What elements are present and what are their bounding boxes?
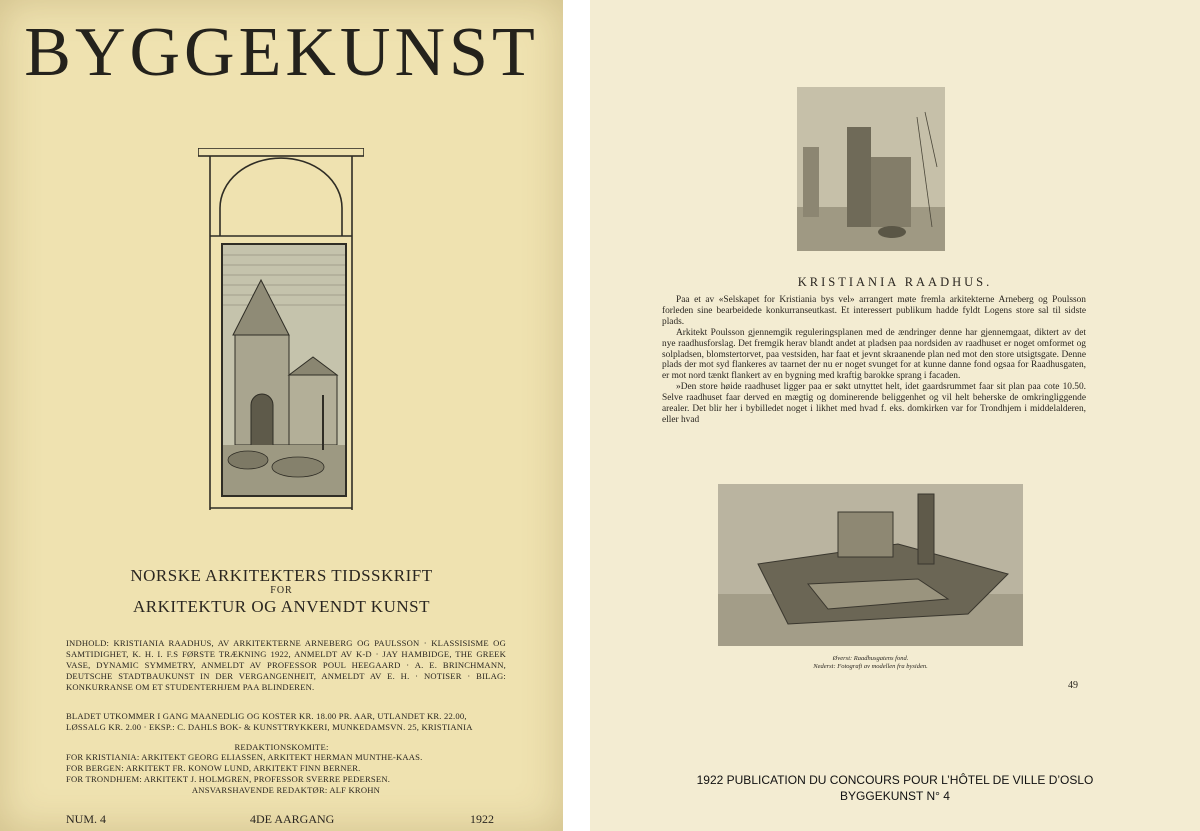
model-photo [718,484,1023,646]
subtitle-line-2: FOR [270,585,293,596]
publication-note-line-2: BYGGEKUNST N° 4 [840,789,950,803]
article-paragraph-1: Paa et av «Selskapet for Kristiania bys vel» arrangert møte fremla arkitekterne Arneberg og Poulsson forleden sine bearbeidede konkurranseutkast. Et interessert publikum hadde fyldt Logens store sal til sidste plads. [662,295,1086,327]
committee-heading: REDAKTIONSKOMITE: [234,742,329,752]
subtitle-line-1: NORSKE ARKITEKTERS TIDSSKRIFT [130,566,433,585]
issue-number: NUM. 4 [66,812,107,826]
subtitle-line-3: ARKITEKTUR OG ANVENDT KUNST [133,597,430,616]
committee-line-1: FOR KRISTIANIA: ARKITEKT GEORG ELIASSEN, ARKITEKT HERMAN MUNTHE-KAAS. [66,752,423,762]
magazine-cover [0,0,563,831]
masthead: BYGGEKUNST [24,14,539,91]
committee-line-4: ANSVARSHAVENDE REDAKTØR: ALF KROHN [191,785,381,795]
committee-list [66,752,506,796]
caption-line-1: Øverst: Raadhusgatens fond. [832,655,909,662]
tower-street-image-icon [797,87,945,251]
subscription-info [66,711,506,733]
committee-line-3: FOR TRONDHJEM: ARKITEKT J. HOLMGREN, PROFESSOR SVERRE PEDERSEN. [66,774,391,784]
photo-caption [718,655,1023,671]
contents-text: INDHOLD: KRISTIANIA RAADHUS, AV ARKITEKTERNE ARNEBERG OG PAULSSON · KLASSISISME OG SAMTIDIGHET, K. H. I. F.S FØRSTE TRÆKNING 1922, ANMELDT AV K-D · JAY HAMBIDGE, THE GREEK VASE, DYNAMIC SYMMETRY, ANMELDT AV PROFESSOR POUL HEEGAARD · A. E. BRINCHMANN, DEUTSCHE STADTBAUKUNST IN DER VERGANGENHEIT, ANMELDT AV E. H. · NOTISER · BILAG: KONKURRANSE OM ET STUDENTERHJEM PAA BLINDEREN. [66,638,506,692]
subscription-line-1: BLADET UTKOMMER I GANG MAANEDLIG OG KOSTER KR. 18.00 PR. AAR, UTLANDET KR. 22.00, [66,711,467,721]
article-body [662,295,1086,426]
article-paragraph-2: Arkitekt Poulsson gjennemgik reguleringsplanen med de ændringer denne har gjennemgaat, diktert av det nye raadhusforslag. Det fremgik herav blandt andet at pladsen paa nordsiden av raadhuset er noget omformet og solpladsen, blomstertorvet, paa vestsiden, har faat et jevnt skraanende plan ned mot den store utsigtsgate. Denne plads der mot syd flankeres av taarnet der nu er noget svunget for at kunne danne fond ogsaa for Raadhusgaten, er mot nord tænkt flankert av en bygning med kraftig barokke sprang i facaden. [662,327,1086,382]
church-drawing-icon [223,245,345,495]
article-title: KRISTIANIA RAADHUS. [797,275,993,289]
subscription-line-2: LØSSALG KR. 2.00 · EKSP.: C. DAHLS BOK- & KUNSTTRYKKERI, MUNKEDAMSVN. 25, KRISTIANIA [66,722,473,732]
issue-year: 1922 [470,812,494,826]
committee-line-2: FOR BERGEN: ARKITEKT FR. KONOW LUND, ARKITEKT FINN BERNER. [66,763,361,773]
page-number: 49 [1068,680,1078,691]
article-paragraph-3: »Den store høide raadhuset ligger paa er søkt utnyttet helt, idet gaardsrummet faar sit plan paa cote 10.50. Selve raadhuset faar derved en mægtig og dominerende beliggenhet og vil helt beherske de omkringliggende arealer. Det blir her i bybilledet noget i likhet med hvad f. eks. domkirken var for Trondhjem i middelalderen, eller hvad [662,382,1086,425]
street-view-photo [797,87,945,251]
city-hall-model-icon [718,484,1023,646]
church-engraving [221,243,347,497]
volume-label: 4DE AARGANG [250,812,335,826]
publication-note-line-1: 1922 PUBLICATION DU CONCOURS POUR L’HÔTEL DE VILLE D’OSLO [696,773,1094,787]
caption-line-2: Nederst: Fotografi av modellen fra bysiden. [813,663,928,670]
publication-note [590,772,1200,804]
